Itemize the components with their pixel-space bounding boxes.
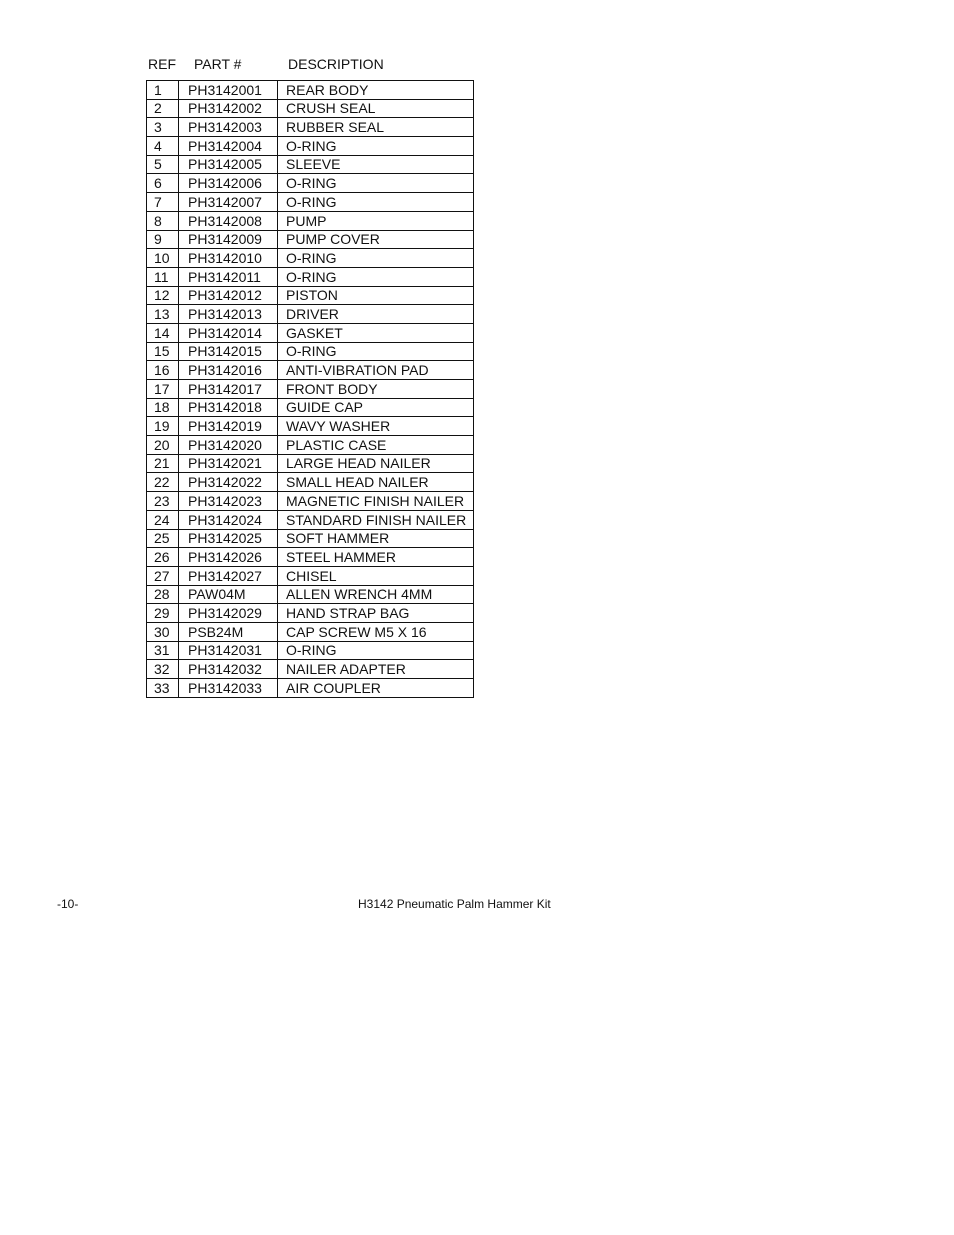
part-ref-cell: 2 (147, 99, 179, 118)
part-description-cell: STEEL HAMMER (278, 548, 474, 567)
table-row (147, 211, 474, 230)
part-ref-cell: 6 (147, 174, 179, 193)
part-number-cell: PH3142007 (179, 193, 278, 212)
part-number-cell: PH3142006 (179, 174, 278, 193)
part-ref-cell: 4 (147, 137, 179, 156)
part-number-cell: PH3142019 (179, 417, 278, 436)
table-row (147, 249, 474, 268)
part-number-cell: PH3142013 (179, 305, 278, 324)
part-ref-cell: 8 (147, 211, 179, 230)
part-number-cell: PH3142012 (179, 286, 278, 305)
part-description-cell: O-RING (278, 267, 474, 286)
part-ref-cell: 11 (147, 267, 179, 286)
part-description-cell: STANDARD FINISH NAILER (278, 510, 474, 529)
table-row (147, 398, 474, 417)
part-description-cell: GUIDE CAP (278, 398, 474, 417)
part-description-cell: O-RING (278, 137, 474, 156)
parts-list-table (146, 80, 474, 698)
part-number-cell: PH3142005 (179, 155, 278, 174)
part-ref-cell: 1 (147, 81, 179, 100)
part-ref-cell: 29 (147, 604, 179, 623)
table-row (147, 604, 474, 623)
part-ref-cell: 7 (147, 193, 179, 212)
table-row (147, 174, 474, 193)
table-row (147, 323, 474, 342)
part-description-cell: LARGE HEAD NAILER (278, 454, 474, 473)
part-number-cell: PH3142002 (179, 99, 278, 118)
table-row (147, 137, 474, 156)
part-number-cell: PH3142003 (179, 118, 278, 137)
part-number-cell: PH3142033 (179, 679, 278, 698)
part-description-cell: RUBBER SEAL (278, 118, 474, 137)
part-number-cell: PH3142029 (179, 604, 278, 623)
part-description-cell: REAR BODY (278, 81, 474, 100)
part-ref-cell: 15 (147, 342, 179, 361)
part-ref-cell: 23 (147, 492, 179, 511)
table-row (147, 529, 474, 548)
table-row (147, 193, 474, 212)
column-header-part: PART # (194, 56, 242, 72)
part-ref-cell: 24 (147, 510, 179, 529)
part-ref-cell: 30 (147, 622, 179, 641)
part-description-cell: DRIVER (278, 305, 474, 324)
part-description-cell: O-RING (278, 249, 474, 268)
part-ref-cell: 25 (147, 529, 179, 548)
part-ref-cell: 33 (147, 679, 179, 698)
table-row (147, 342, 474, 361)
part-ref-cell: 9 (147, 230, 179, 249)
part-ref-cell: 10 (147, 249, 179, 268)
table-row (147, 566, 474, 585)
table-row (147, 641, 474, 660)
part-ref-cell: 16 (147, 361, 179, 380)
table-row (147, 492, 474, 511)
table-row (147, 81, 474, 100)
part-ref-cell: 17 (147, 380, 179, 399)
parts-list-body (147, 81, 474, 698)
part-number-cell: PH3142021 (179, 454, 278, 473)
part-ref-cell: 5 (147, 155, 179, 174)
part-description-cell: SOFT HAMMER (278, 529, 474, 548)
part-number-cell: PH3142009 (179, 230, 278, 249)
part-description-cell: AIR COUPLER (278, 679, 474, 698)
part-description-cell: FRONT BODY (278, 380, 474, 399)
part-description-cell: SLEEVE (278, 155, 474, 174)
part-number-cell: PSB24M (179, 622, 278, 641)
table-row (147, 510, 474, 529)
table-row (147, 118, 474, 137)
part-description-cell: HAND STRAP BAG (278, 604, 474, 623)
footer-title: H3142 Pneumatic Palm Hammer Kit (358, 897, 551, 911)
part-number-cell: PAW04M (179, 585, 278, 604)
part-ref-cell: 14 (147, 323, 179, 342)
part-description-cell: ALLEN WRENCH 4MM (278, 585, 474, 604)
table-row (147, 380, 474, 399)
part-number-cell: PH3142018 (179, 398, 278, 417)
part-description-cell: CHISEL (278, 566, 474, 585)
part-number-cell: PH3142027 (179, 566, 278, 585)
part-description-cell: O-RING (278, 342, 474, 361)
part-number-cell: PH3142008 (179, 211, 278, 230)
table-row (147, 230, 474, 249)
table-row (147, 660, 474, 679)
part-description-cell: CRUSH SEAL (278, 99, 474, 118)
part-number-cell: PH3142010 (179, 249, 278, 268)
part-number-cell: PH3142023 (179, 492, 278, 511)
part-description-cell: WAVY WASHER (278, 417, 474, 436)
part-number-cell: PH3142025 (179, 529, 278, 548)
part-description-cell: PLASTIC CASE (278, 436, 474, 455)
part-description-cell: SMALL HEAD NAILER (278, 473, 474, 492)
part-ref-cell: 19 (147, 417, 179, 436)
part-ref-cell: 21 (147, 454, 179, 473)
table-row (147, 454, 474, 473)
part-ref-cell: 26 (147, 548, 179, 567)
part-description-cell: PISTON (278, 286, 474, 305)
part-ref-cell: 13 (147, 305, 179, 324)
part-ref-cell: 22 (147, 473, 179, 492)
part-number-cell: PH3142016 (179, 361, 278, 380)
table-row (147, 585, 474, 604)
part-number-cell: PH3142001 (179, 81, 278, 100)
part-number-cell: PH3142004 (179, 137, 278, 156)
column-header-ref: REF (148, 56, 176, 72)
part-ref-cell: 31 (147, 641, 179, 660)
part-description-cell: O-RING (278, 641, 474, 660)
table-row (147, 305, 474, 324)
part-number-cell: PH3142020 (179, 436, 278, 455)
table-row (147, 361, 474, 380)
table-row (147, 548, 474, 567)
table-row (147, 436, 474, 455)
part-description-cell: O-RING (278, 193, 474, 212)
table-row (147, 622, 474, 641)
part-description-cell: MAGNETIC FINISH NAILER (278, 492, 474, 511)
part-number-cell: PH3142026 (179, 548, 278, 567)
part-description-cell: PUMP (278, 211, 474, 230)
part-number-cell: PH3142031 (179, 641, 278, 660)
part-number-cell: PH3142022 (179, 473, 278, 492)
table-row (147, 417, 474, 436)
part-number-cell: PH3142017 (179, 380, 278, 399)
table-row (147, 679, 474, 698)
part-ref-cell: 28 (147, 585, 179, 604)
part-number-cell: PH3142014 (179, 323, 278, 342)
part-number-cell: PH3142024 (179, 510, 278, 529)
table-row (147, 155, 474, 174)
table-row (147, 99, 474, 118)
part-ref-cell: 20 (147, 436, 179, 455)
part-description-cell: NAILER ADAPTER (278, 660, 474, 679)
part-number-cell: PH3142015 (179, 342, 278, 361)
part-ref-cell: 27 (147, 566, 179, 585)
column-header-description: DESCRIPTION (288, 56, 384, 72)
page-number: -10- (57, 897, 79, 911)
part-description-cell: ANTI-VIBRATION PAD (278, 361, 474, 380)
part-description-cell: O-RING (278, 174, 474, 193)
table-row (147, 286, 474, 305)
part-description-cell: CAP SCREW M5 X 16 (278, 622, 474, 641)
part-description-cell: GASKET (278, 323, 474, 342)
part-number-cell: PH3142032 (179, 660, 278, 679)
part-ref-cell: 12 (147, 286, 179, 305)
part-description-cell: PUMP COVER (278, 230, 474, 249)
part-number-cell: PH3142011 (179, 267, 278, 286)
part-ref-cell: 32 (147, 660, 179, 679)
table-row (147, 473, 474, 492)
part-ref-cell: 3 (147, 118, 179, 137)
table-row (147, 267, 474, 286)
part-ref-cell: 18 (147, 398, 179, 417)
